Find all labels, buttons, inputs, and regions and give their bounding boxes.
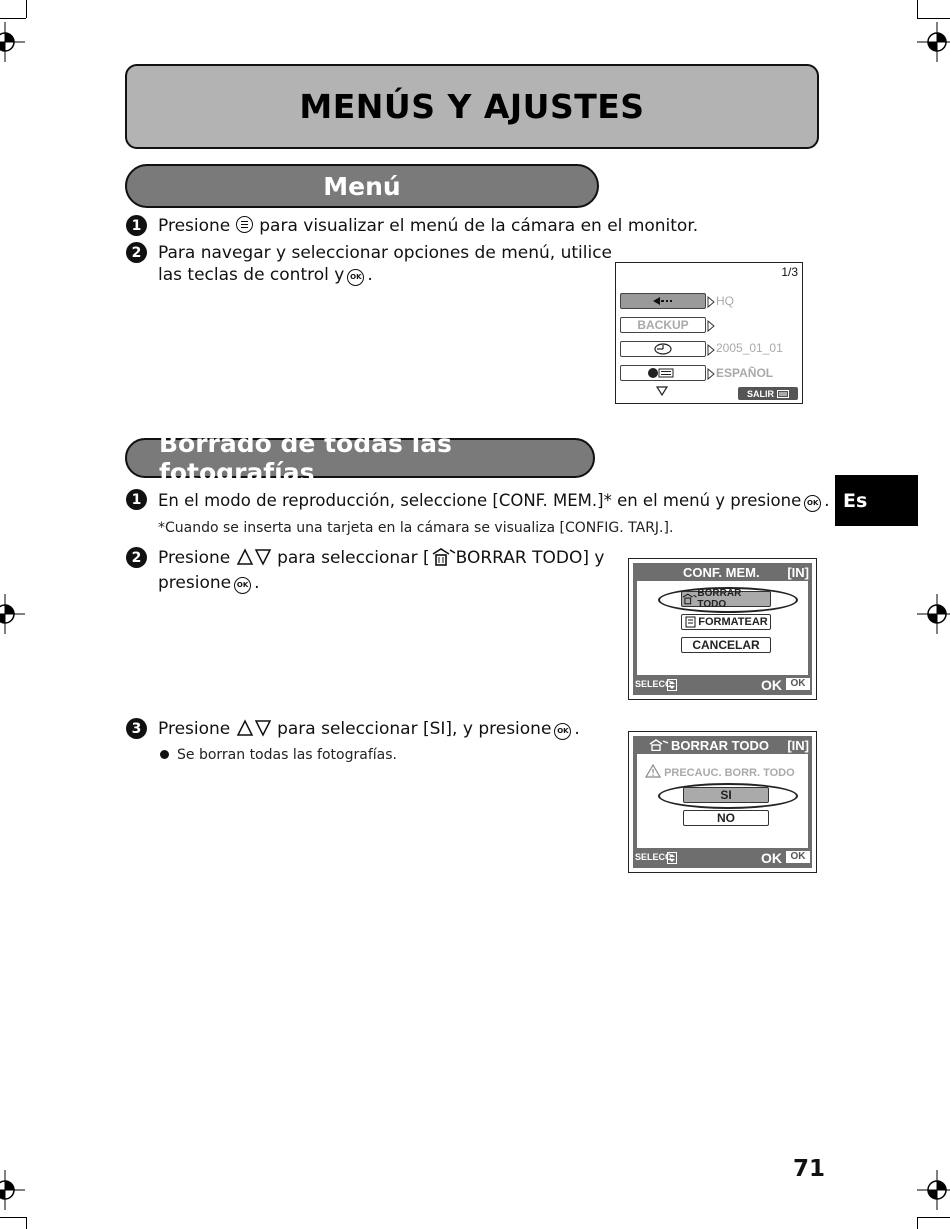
ok-button-icon: OK (347, 269, 364, 286)
menu-row-backup: BACKUP (620, 317, 706, 333)
option-cancelar: CANCELAR (681, 637, 771, 653)
menu-value-date: 2005_01_01 (716, 341, 783, 355)
registration-mark-icon (0, 22, 25, 62)
clock-icon (653, 343, 673, 355)
step-number: 3 (126, 718, 147, 739)
up-down-arrows-icon (667, 679, 677, 691)
menu-button-icon (236, 216, 253, 233)
ok-button-icon: OK (554, 723, 571, 740)
screen-options (637, 754, 808, 848)
up-down-arrows-icon (667, 852, 677, 864)
trash-all-icon (649, 739, 669, 751)
camera-menu-screen (615, 262, 803, 404)
menu-row-quality (620, 293, 706, 309)
warning-message: PRECAUC. BORR. TODO (645, 764, 795, 779)
bullet-item: Se borran todas las fotografías. (160, 747, 397, 763)
menu-button-icon (777, 390, 789, 398)
trash-all-icon (430, 547, 456, 567)
menu-value-language: ESPAÑOL (716, 366, 774, 380)
arrow-right-icon (707, 296, 715, 386)
menu-row-clock (620, 341, 706, 357)
screen-footer: SELECC. OK OK (633, 675, 812, 695)
step-text: las teclas de control y OK . (158, 265, 373, 285)
up-down-arrows-icon (236, 548, 272, 566)
registration-mark-icon (0, 1170, 25, 1210)
up-down-arrows-icon (236, 719, 272, 737)
page-title-banner (125, 64, 819, 149)
section-title: Borrado de todas las fotografías (159, 429, 452, 487)
language-icon (647, 367, 679, 379)
menu-page-indicator: 1/3 (781, 265, 798, 279)
step-number: 2 (126, 242, 147, 263)
ok-button-icon: OK (786, 678, 810, 690)
registration-mark-icon (917, 22, 950, 62)
step-text: En el modo de reproducción, seleccione [CONF. MEM.]* en el menú y presione OK . (158, 491, 830, 510)
registration-mark-icon (917, 594, 950, 634)
page-title: MENÚS Y AJUSTES (299, 87, 645, 126)
screen-footer: SELECC. OK OK (633, 848, 812, 868)
conf-mem-screen (628, 558, 817, 700)
footnote: *Cuando se inserta una tarjeta en la cámara se visualiza [CONFIG. TARJ.]. (158, 520, 674, 536)
image-quality-icon (651, 296, 675, 306)
memory-indicator: [IN] (787, 565, 809, 580)
format-icon (684, 616, 698, 628)
registration-mark-icon (917, 1170, 950, 1210)
step-text: Presione para seleccionar [SI], y presione OK . (158, 719, 580, 739)
trash-all-icon (682, 593, 697, 605)
option-si: SI (683, 787, 769, 803)
section-header-menu (125, 164, 599, 208)
registration-mark-icon (0, 594, 25, 634)
option-borrar-todo: BORRAR TODO (681, 591, 771, 607)
step-text: Presione para visualizar el menú de la cámara en el monitor. (158, 216, 699, 236)
bullet-icon (160, 750, 169, 759)
step-text: presione OK . (158, 573, 260, 593)
memory-indicator: [IN] (787, 738, 809, 753)
warning-icon (645, 764, 661, 778)
page-number: 71 (793, 1156, 826, 1182)
section-header-delete-all (125, 429, 595, 487)
step-number: 1 (126, 489, 147, 510)
option-formatear: FORMATEAR (681, 614, 771, 630)
step-text: Para navegar y seleccionar opciones de menú, utilice (158, 243, 612, 263)
screen-title-bar: BORRAR TODO [IN] (633, 736, 812, 754)
option-no: NO (683, 810, 769, 826)
menu-value-quality: HQ (716, 294, 734, 308)
ok-button-icon: OK (786, 851, 810, 863)
step-number: 1 (126, 215, 147, 236)
section-title: Menú (323, 171, 401, 201)
ok-button-icon: OK (234, 577, 251, 594)
menu-row-language (620, 365, 706, 381)
step-number: 2 (126, 547, 147, 568)
screen-options (637, 581, 808, 675)
borrar-todo-screen (628, 731, 817, 873)
screen-title-bar: CONF. MEM. [IN] (683, 565, 809, 580)
language-tab: Es (835, 475, 918, 526)
scroll-down-icon (656, 386, 668, 396)
exit-hint: SALIR (738, 387, 798, 400)
step-text: Presione para seleccionar [ BORRAR TODO] y (158, 548, 605, 568)
ok-button-icon: OK (804, 495, 821, 512)
